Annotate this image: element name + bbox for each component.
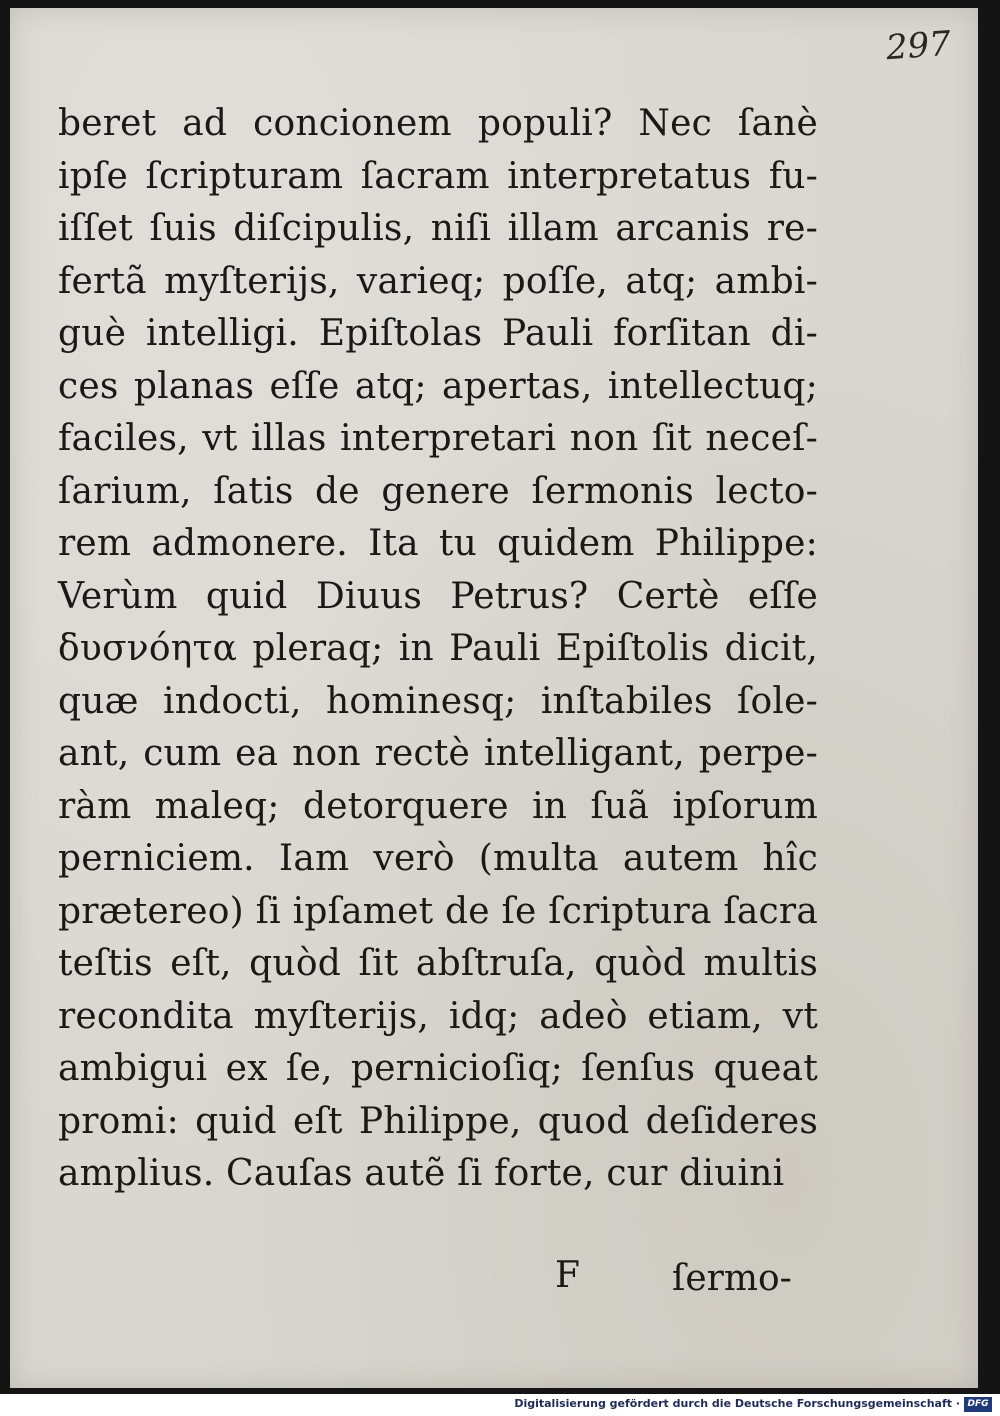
- text-line: ant, cum ea non rectè intelligant, perpe-: [58, 733, 818, 774]
- text-line: ambigui ex ſe, pernicioſiq; ſenſus queat: [58, 1048, 818, 1089]
- text-line: amplius. Cauſas autẽ ſi forte, cur diuini: [58, 1153, 785, 1194]
- book-page: [10, 8, 978, 1388]
- text-line: Verùm quid Diuus Petrus? Certè eſſe: [58, 575, 818, 617]
- text-line: δυσνόητα pleraq; in Pauli Epiſtolis dicit,: [58, 628, 818, 669]
- text-line: beret ad concionem populi? Nec ſanè: [58, 103, 818, 144]
- footer-bar: [0, 1394, 1000, 1416]
- text-line: ràm maleq; detorquere in ſuã ipſorum: [58, 785, 818, 827]
- text-line: faciles, vt illas interpretari non ſit neceſ-: [58, 418, 818, 459]
- text-line: ſarium, ſatis de genere ſermonis lecto-: [58, 470, 818, 512]
- text-line: recondita myſterijs, idq; adeò etiam, vt: [58, 995, 818, 1037]
- catchword: ſermo-: [672, 1258, 792, 1299]
- text-line: ces planas eſſe atq; apertas, intellectuq;: [58, 365, 818, 407]
- body-text: [58, 98, 818, 1201]
- text-line: iſſet ſuis diſcipulis, niſi illam arcanis re-: [58, 208, 818, 249]
- text-line: ipſe ſcripturam ſacram interpretatus fu-: [58, 155, 818, 197]
- funding-credit: Digitalisierung gefördert durch die Deutsche Forschungsgemeinschaft ·: [514, 1397, 960, 1410]
- text-line: fertã myſterijs, varieq; poſſe, atq; ambi-: [58, 260, 818, 302]
- text-line: quæ indocti, hominesq; inſtabiles ſole-: [58, 680, 818, 722]
- folio-number: 297: [884, 23, 953, 69]
- text-line: perniciem. Iam verò (multa autem hîc: [58, 838, 818, 879]
- signature-mark: F: [555, 1255, 580, 1296]
- text-line: promi: quid eſt Philippe, quod deſideres: [58, 1100, 818, 1142]
- text-line: rem admonere. Ita tu quidem Philippe:: [58, 523, 818, 564]
- text-line: prætereo) ſi ipſamet de ſe ſcriptura ſacra: [58, 890, 818, 932]
- text-line: guè intelligi. Epiſtolas Pauli forſitan di-: [58, 313, 818, 354]
- dfg-logo-icon: DFG: [964, 1397, 992, 1412]
- text-line: teſtis eſt, quòd ſit abſtruſa, quòd multis: [58, 943, 818, 984]
